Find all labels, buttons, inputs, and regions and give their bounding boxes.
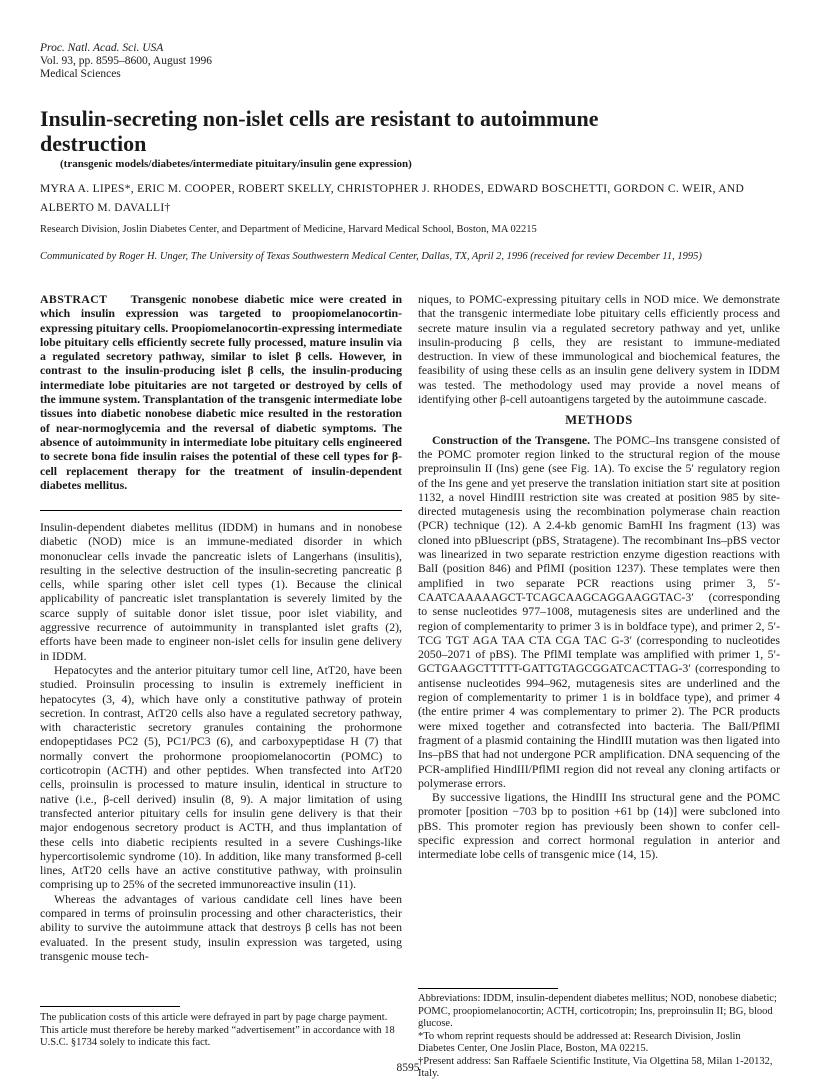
methods-heading: METHODS — [565, 413, 633, 428]
abstract-label: ABSTRACT — [40, 292, 108, 306]
intro-paragraph: Hepatocytes and the anterior pituitary tumor cell line, AtT20, have been studied. Proinsulin processing to insulin is extremely inefficient in hepatocytes (3, 4), which have only a constitutive pathway of protein secretion. In contrast, AtT20 cells also have a regulated secretory pathway, with characteristic secretory granules containing the prohormone endopeptidases PC2 (5), PC1/PC3 (6), and carboxypeptidase H (7) that normally convert the prohormone proopiomelanocortin (POMC) to corticotropin (ACTH) and other peptides. When transfected into AtT20 cells, proinsulin is processed to mature insulin, identical in structure to native (i.e., β-cell derived) insulin (8, 9). A major limitation of using transfected anterior pituitary cells for insulin gene delivery is that their major endogenous secretory product is ACTH, and thus implantation of these cells into diabetic recipients resulted in a severe Cushings-like hypercortisolemic syndrome (10). In addition, like many transformed β-cell lines, AtT20 cells have an active constitutive pathway, with proinsulin comprising up to 25% of the secreted immunoreactive insulin (11). — [40, 662, 402, 892]
publication-cost-footnote: The publication costs of this article were defrayed in part by page charge payment. This article must therefore be hereby marked “advertisement” in accordance with 18 U.S.C. §1734 solely to indicate this fact. — [40, 1012, 395, 1048]
footnote-divider-right — [418, 988, 558, 989]
abstract — [40, 292, 402, 492]
methods-subheading: Construction of the Transgene. — [432, 432, 591, 447]
authors: MYRA A. LIPES*, ERIC M. COOPER, ROBERT SKELLY, CHRISTOPHER J. RHODES, EDWARD BOSCHETTI, GORDON C. WEIR, AND ALBERTO M. DAVALLI† — [40, 183, 745, 214]
keywords: (transgenic models/diabetes/intermediate pituitary/insulin gene expression) — [60, 158, 412, 170]
communicated-by: Communicated by Roger H. Unger, The University of Texas Southwestern Medical Center, Dallas, TX, April 2, 1996 (received for review December 11, 1995) — [40, 251, 702, 262]
page-number: 8595 — [396, 1062, 420, 1074]
journal-section: Medical Sciences — [40, 68, 121, 80]
right-column — [418, 292, 780, 862]
intro-paragraph: Whereas the advantages of various candidate cell lines have been compared in terms of proinsulin processing and other characteristics, their ability to survive the autoimmune attack that destroys β cells has not been evaluated. In the present study, insulin expression was targeted, using transgenic mouse tech- — [40, 891, 402, 963]
abstract-divider — [40, 510, 402, 511]
abstract-text: Transgenic nonobese diabetic mice were created in which insulin expression was targeted to proopiomelanocortin-expressing pituitary cells. Proopiomelanocortin-expressing intermediate lobe pituitary cells efficiently secrete fully processed, mature insulin via a regulated secretory pathway, similar to islet β cells. However, in contrast to the insulin-producing islet β cells, the insulin-producing intermediate lobe pituitaries are not targeted or destroyed by cells of the immune system. Transplantation of the transgenic intermediate lobe tissues into diabetic nonobese diabetic mice resulted in the restoration of near-normoglycemia and the reversal of diabetic symptoms. The absence of autoimmunity in intermediate lobe pituitary cells engineered to secrete bona fide insulin raises the potential of these cell types for β-cell replacement therapy for the treatment of insulin-dependent diabetes mellitus. — [40, 292, 403, 492]
journal-volume: Vol. 93, pp. 8595–8600, August 1996 — [40, 55, 212, 67]
footnote-divider — [40, 1006, 180, 1007]
affiliation: Research Division, Joslin Diabetes Center, and Department of Medicine, Harvard Medical School, Boston, MA 02215 — [40, 224, 537, 235]
intro-continuation: niques, to POMC-expressing pituitary cells in NOD mice. We demonstrate that the transgenic intermediate lobe pituitary cells efficiently process and secrete mature insulin via a regulated secretory pathway and yet, unlike insulin-producing β cells, they are resistant to immune-mediated destruction. In view of these immunological and biochemical features, the feasibility of using these cells as an insulin gene delivery system in IDDM was tested. The methodology used may provide a novel means of identifying other β-cell autoantigens targeted by the autoimmune cascade. — [418, 292, 780, 407]
footnote-star: *To whom reprint requests should be addressed at: Research Division, Joslin Diabetes Center, One Joslin Place, Boston, MA 02215. — [418, 1030, 741, 1054]
abbreviations: Abbreviations: IDDM, insulin-dependent diabetes mellitus; NOD, nonobese diabetic; POMC, proopiomelanocortin; ACTH, corticotropin; Ins, preproinsulin II; BG, blood glucose. — [418, 993, 777, 1029]
intro-paragraph: Insulin-dependent diabetes mellitus (IDDM) in humans and in nonobese diabetic (NOD) mice is an immune-mediated disorder in which mononuclear cells invade the pancreatic islets of Langerhans (insulitis), resulting in the selective destruction of the insulin-secreting pancreatic β cells, while sparing other islet cell types (1). Because the clinical applicability of pancreatic islet transplantation is severely limited by the scarce supply of suitable donor islet tissue, poor islet viability, and aggressive recurrence of autoimmunity in transplanted islet grafts (2), efforts have been made to engineer non-islet cells for insulin gene delivery in IDDM. — [40, 520, 402, 663]
methods-paragraph-2: By successive ligations, the HindIII Ins structural gene and the POMC promoter [position −703 bp to position +61 bp (14)] were subcloned into pBS. This promoter region has previously been shown to confer cell-specific expression and correct hormonal regulation in anterior and intermediate lobe cells of transgenic mice (14, 15). — [418, 790, 780, 862]
journal-header — [40, 42, 212, 81]
introduction — [40, 520, 402, 963]
article-title: Insulin-secreting non-islet cells are resistant to autoimmune destruction — [40, 106, 599, 156]
journal-name: Proc. Natl. Acad. Sci. USA — [40, 42, 164, 54]
footnote-dagger: †Present address: San Raffaele Scientific Institute, Via Olgettina 58, Milan 1-20132, Italy. — [418, 1055, 773, 1079]
methods-paragraph: The POMC–Ins transgene consisted of the POMC promoter region linked to the structural region of the mouse preproinsulin II (Ins) gene (see Fig. 1A). To excise the 5′ regulatory region of the Ins gene and yet preserve the translation initiation start site at position 1132, a novel HindIII restriction site was created at position 985 by site-directed mutagenesis using the recombination polymerase chain reaction (PCR) technique (12). A 2.4-kb genomic BamHI Ins fragment (13) was cloned into pBluescript (pBS, Stratagene). The recombinant Ins–pBS vector was linearized in two separate restriction enzyme digestion reactions with BalI (position 846) and PflMI (position 1237). These templates were then amplified in two separate PCR reactions using primer 3, 5′-CAATCAAAAAGCT-TCAGCAAGCAGGAAGGTAC-3′ (corresponding to sense nucleotides 977–1008, mutagenesis sites are underlined and the region of complementarity to primer 3 is in boldface type), and primer 2, 5′-TCG TGT AGA TAA CTA CGA TAC G-3′ (corresponding to nucleotides 2050–2071 of pBS). The PflMI template was amplified with primer 1, 5′-GCTGAAGCTTTTT-GATTGTAGCGGATCACTTAG-3′ (corresponding to antisense nucleotides 994–962, mutagenesis sites are underlined and the region of complementarity to primer 1 is in boldface type), and primer 4 (the entire primer 4 was complementary to primer 2). The PCR products were mixed together and cotransfected into bacteria. The BalI/PflMI fragment of a plasmid containing the HindIII mutation was then ligated into Ins–pBS that had not undergone PCR amplification. DNA sequencing of the PCR-amplified HindIII/PflMI region did not reveal any cloning artifacts or polymerase errors. — [418, 432, 780, 790]
